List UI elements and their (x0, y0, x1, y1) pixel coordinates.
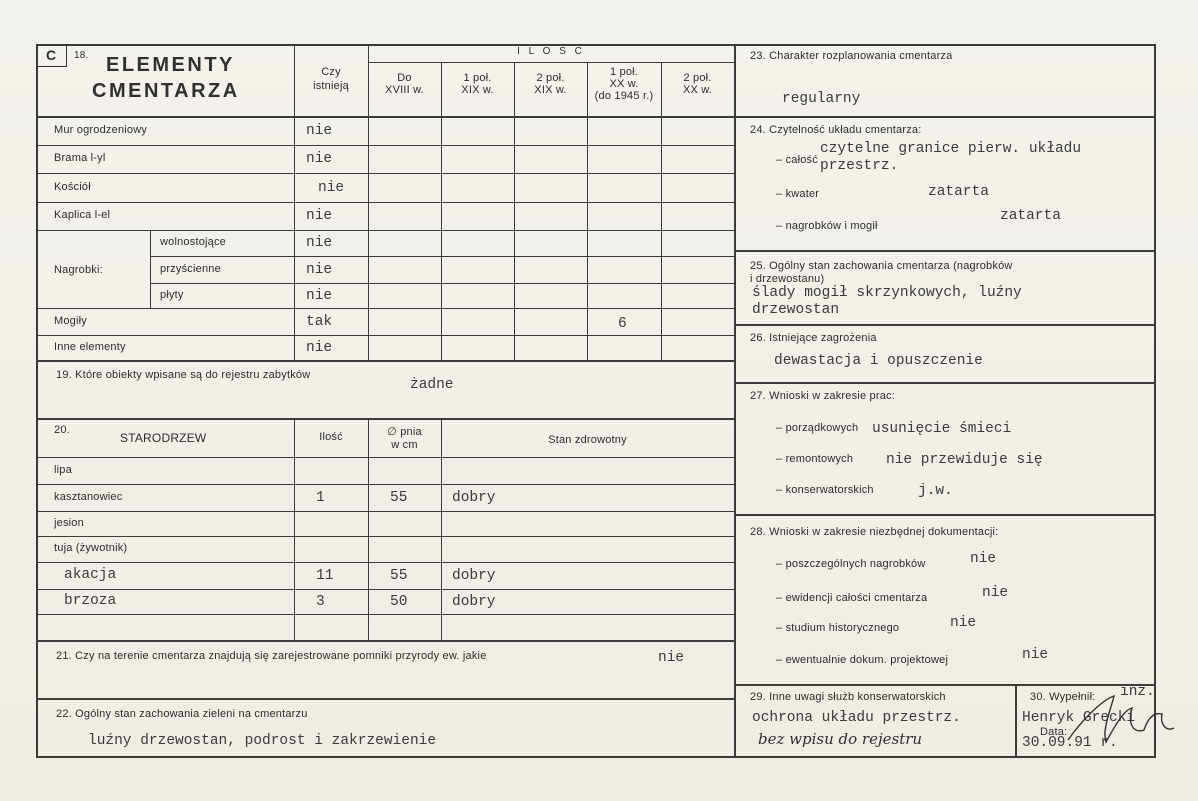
prace-value: j.w. (918, 483, 953, 499)
period-header-line1: 2 poł. (536, 72, 565, 84)
section-19-label: 19. Które obiekty wpisane są do rejestru zabytków (56, 369, 311, 381)
dokumentacja-label: – poszczególnych nagrobków (776, 558, 926, 570)
element-label: wolnostojące (160, 236, 226, 248)
ilosc-header: I L O Ś C (517, 46, 585, 57)
filled-date: 30.09.91 r. (1022, 735, 1118, 751)
tree-health: dobry (452, 593, 496, 610)
period-header-line1: 1 poł. (463, 72, 492, 84)
period-header-line2: XX w. (609, 78, 639, 90)
tree-name: brzoza (64, 592, 117, 609)
dokumentacja-label: – ewidencji całości cmentarza (776, 592, 928, 604)
element-label: Brama l-yl (54, 152, 106, 164)
tree-name: kasztanowiec (54, 490, 123, 503)
prace-label: – konserwatorskich (776, 484, 874, 496)
period-header-line2: XX w. (682, 84, 713, 96)
calosc-label: – całość (776, 154, 818, 166)
period-header-line1: 2 poł. (683, 72, 712, 84)
tree-name: jesion (54, 516, 84, 529)
section-25-value-line1: ślady mogił skrzynkowych, luźny (752, 285, 1022, 301)
element-exists-value: nie (306, 235, 333, 251)
card-letter-box: C (36, 44, 67, 67)
period-header-line1: Do (397, 72, 412, 84)
czy-istnieja-header-line2: istnieją (313, 80, 349, 92)
calosc-value-line2: przestrz. (820, 158, 899, 174)
element-label: Inne elementy (54, 340, 126, 353)
filled-by-name: Henryk Grecki (1022, 710, 1136, 726)
dokumentacja-value: nie (1022, 647, 1049, 663)
prace-label: – remontowych (776, 453, 854, 465)
element-label: Mur ogrodzeniowy (54, 123, 148, 136)
element-label: płyty (160, 288, 184, 301)
element-exists-value: nie (306, 122, 333, 139)
element-exists-value: tak (306, 313, 333, 330)
data-label: Data: (1040, 726, 1068, 738)
tree-health: dobry (452, 567, 496, 584)
section-29-handwritten-note: bez wpisu do rejestru (758, 730, 923, 748)
section-20-number: 20. (54, 424, 70, 436)
tree-name: lipa (54, 463, 72, 476)
section-22-label: 22. Ogólny stan zachowania zieleni na cmentarzu (56, 708, 308, 720)
section-18-title-line1: ELEMENTY (106, 54, 235, 76)
section-23-value: regularny (782, 91, 861, 107)
section-29-label: 29. Inne uwagi służb konserwatorskich (750, 691, 946, 703)
tree-name: tuja (żywotnik) (54, 542, 128, 554)
element-exists-value: nie (306, 287, 333, 304)
section-30-label: 30. Wypełnił: (1030, 691, 1096, 703)
dokumentacja-label: – ewentualnie dokum. projektowej (776, 654, 949, 666)
period-header-line2: XVIII w. (385, 84, 424, 96)
tree-trunk-diameter: 55 (390, 489, 408, 506)
period-header-line2: XIX w. (461, 84, 494, 96)
dokumentacja-value: nie (950, 615, 977, 631)
tree-trunk-diameter: 55 (390, 567, 408, 584)
section-21-value: nie (658, 650, 685, 666)
tree-health: dobry (452, 489, 496, 506)
section-24-label: 24. Czytelność układu cmentarza: (750, 124, 922, 136)
section-25-label-line2: i drzewostanu) (750, 273, 825, 285)
period-header-line1: 1 poł. (609, 66, 639, 78)
czy-istnieja-header-line1: Czy (321, 66, 341, 78)
element-exists-value: nie (306, 208, 333, 224)
pnia-header-line2: w cm (391, 439, 418, 451)
section-18-number: 18. (74, 50, 89, 61)
prace-label: – porządkowych (776, 422, 859, 434)
nagrobki-label: Nagrobki: (54, 264, 103, 276)
section-29-value: ochrona układu przestrz. (752, 710, 961, 726)
period-header-line3: (do 1945 r.) (594, 90, 654, 102)
ilosc-header: Ilość (319, 431, 343, 443)
section-18-title-line2: CMENTARZA (92, 80, 240, 102)
section-22-value: luźny drzewostan, podrost i zakrzewienie (88, 733, 437, 749)
nagrobkow-mogil-value: zatarta (1000, 208, 1061, 224)
section-30-title: inż. (1120, 684, 1155, 700)
stan-zdrowotny-header: Stan zdrowotny (548, 434, 627, 446)
calosc-value-line1: czytelne granice pierw. układu (820, 141, 1082, 157)
tree-count: 3 (316, 593, 325, 610)
starodrzew-title: STARODRZEW (120, 431, 207, 445)
dokumentacja-value: nie (970, 551, 997, 567)
section-25-label-line1: 25. Ogólny stan zachowania cmentarza (nagrobków (750, 260, 1013, 272)
dokumentacja-label: – studium historycznego (776, 622, 900, 634)
main-divider (734, 44, 736, 758)
nagrobkow-mogil-label: – nagrobków i mogił (776, 220, 878, 232)
section-28-label: 28. Wnioski w zakresie niezbędnej dokumentacji: (750, 526, 999, 538)
tree-name: akacja (64, 566, 117, 583)
tree-count: 11 (316, 567, 334, 584)
tree-trunk-diameter: 50 (390, 593, 408, 610)
prace-value: usunięcie śmieci (872, 421, 1012, 437)
section-25-value-line2: drzewostan (752, 302, 840, 318)
prace-value: nie przewiduje się (886, 452, 1043, 468)
mogily-count: 6 (618, 316, 627, 332)
element-exists-value: nie (306, 339, 333, 356)
element-label: Kaplica l-el (54, 209, 111, 221)
pnia-header-line1: ∅ pnia (387, 426, 422, 438)
section-23-label: 23. Charakter rozplanowania cmentarza (750, 50, 953, 62)
element-exists-value: nie (306, 261, 333, 278)
section-26-value: dewastacja i opuszczenie (774, 353, 983, 369)
period-header-line2: XIX w. (534, 84, 567, 96)
element-label: Kościół (54, 180, 91, 193)
element-label: przyścienne (160, 262, 221, 275)
tree-count: 1 (316, 489, 325, 506)
kwater-value: zatarta (928, 184, 989, 200)
element-label: Mogiły (54, 314, 87, 327)
section-27-label: 27. Wnioski w zakresie prac: (750, 390, 895, 402)
section-21-label: 21. Czy na terenie cmentarza znajdują się zarejestrowane pomniki przyrody ew. jakie (56, 650, 487, 662)
element-exists-value: nie (306, 151, 333, 167)
element-exists-value: nie (318, 179, 345, 196)
section-26-label: 26. Istniejące zagrożenia (750, 332, 877, 344)
dokumentacja-value: nie (982, 585, 1009, 601)
section-19-value: żadne (410, 377, 454, 393)
signature (1062, 690, 1182, 752)
kwater-label: – kwater (776, 188, 820, 200)
